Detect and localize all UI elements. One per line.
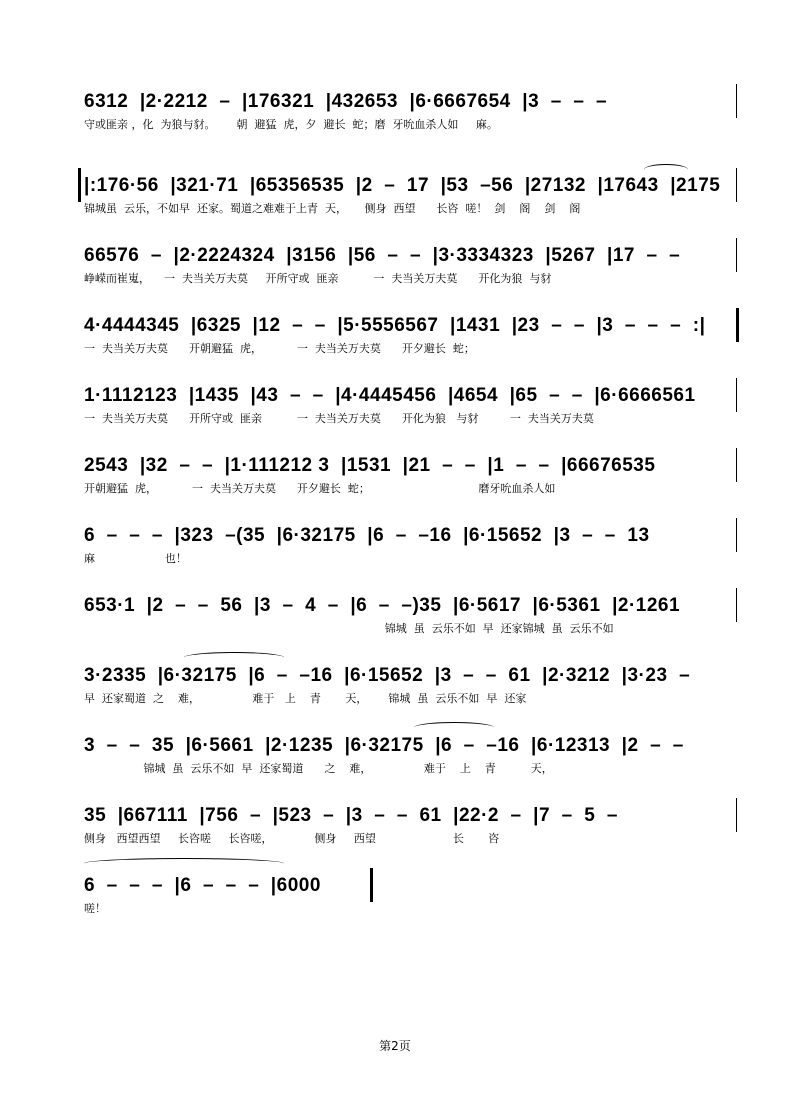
score-system-3: [84, 244, 744, 294]
barline: [736, 798, 737, 832]
score-system-4: [84, 314, 744, 364]
barline: [736, 238, 737, 272]
notation-line: 35 |667111 |756 – |523 – |3 – – 61 |22·2 – |7 – 5 –: [84, 805, 618, 826]
notation-line: 6312 |2·2212 – |176321 |432653 |6·6667654 |3 – – –: [84, 91, 608, 112]
repeat-end-barline: [736, 308, 739, 342]
notation-line: 6 – – – |323 –(35 |6·32175 |6 – –16 |6·15652 |3 – – 13: [84, 525, 650, 546]
barline: [736, 378, 737, 412]
score-system-8: [84, 594, 744, 644]
lyrics-line: 麻 也！: [84, 552, 187, 565]
lyrics-line: 锦城虽 云乐，不如早 还家。蜀道之难难于上青 天， 侧身 西望 长咨 嗟！ 剑 阁 剑 阁: [84, 202, 581, 215]
score-system-12: [84, 874, 744, 924]
lyrics-line: 早 还家蜀道 之 难， 难于 上 青 天， 锦城 虽 云乐不如 早 还家: [84, 692, 527, 705]
notation-line: 2543 |32 – – |1·111212 3 |1531 |21 – – |1 – – |66676535: [84, 455, 656, 476]
slur: [644, 164, 688, 175]
lyrics-line: 嗟！: [84, 902, 106, 915]
notation-line: |:176·56 |321·71 |65356535 |2 – 17 |53 –56 |27132 |17643 |2175: [84, 175, 721, 196]
notation-line: 4·4444345 |6325 |12 – – |5·5556567 |1431 |23 – – |3 – – – :|: [84, 315, 706, 336]
slur: [184, 652, 284, 663]
repeat-start-barline: [78, 168, 81, 202]
final-barline: [370, 868, 373, 902]
notation-line: 3·2335 |6·32175 |6 – –16 |6·15652 |3 – – 61 |2·3212 |3·23 –: [84, 665, 691, 686]
notation-line: 1·1112123 |1435 |43 – – |4·4445456 |4654 |65 – – |6·6666561: [84, 385, 696, 406]
score-system-5: [84, 384, 744, 434]
lyrics-line: 开朝避猛 虎， 一 夫当关万夫莫 开夕避长 蛇； 磨牙吮血杀人如: [84, 482, 556, 495]
slur: [414, 722, 494, 733]
score-system-10: [84, 734, 744, 784]
score-system-11: [84, 804, 744, 854]
score-system-2: [84, 174, 744, 224]
slur: [84, 858, 284, 869]
score-system-7: [84, 524, 744, 574]
lyrics-line: 峥嵘而崔嵬， 一 夫当关万夫莫 开所守或 匪亲 一 夫当关万夫莫 开化为狼 与豺: [84, 272, 552, 285]
lyrics-line: 锦城 虽 云乐不如 早 还家锦城 虽 云乐不如: [84, 622, 614, 635]
barline: [736, 168, 737, 202]
page-number: 第2页: [379, 1039, 411, 1053]
score-system-6: [84, 454, 744, 504]
barline: [736, 84, 737, 118]
notation-line: 66576 – |2·2224324 |3156 |56 – – |3·3334323 |5267 |17 – –: [84, 245, 681, 266]
notation-line: 653·1 |2 – – 56 |3 – 4 – |6 – –)35 |6·5617 |6·5361 |2·1261: [84, 595, 681, 616]
lyrics-line: 守或匪亲 ，化 为狼与豺。 朝 避猛 虎，夕 避长 蛇；磨 牙吮血杀人如 麻。: [84, 118, 498, 131]
notation-line: 6 – – – |6 – – – |6000: [84, 875, 321, 896]
lyrics-line: 一 夫当关万夫莫 开朝避猛 虎， 一 夫当关万夫莫 开夕避长 蛇；: [84, 342, 475, 355]
lyrics-line: 侧身 西望西望 长咨嗟 长咨嗟， 侧身 西望 长 咨: [84, 832, 500, 845]
notation-line: 3 – – 35 |6·5661 |2·1235 |6·32175 |6 – –16 |6·12313 |2 – –: [84, 735, 684, 756]
barline: [736, 588, 737, 622]
barline: [736, 518, 737, 552]
score-system-1: [84, 90, 744, 140]
lyrics-line: 一 夫当关万夫莫 开所守或 匪亲 一 夫当关万夫莫 开化为狼 与豺 一 夫当关万夫莫: [84, 412, 594, 425]
barline: [736, 448, 737, 482]
score-system-9: [84, 664, 744, 714]
lyrics-line: 锦城 虽 云乐不如 早 还家蜀道 之 难， 难于 上 青 天，: [84, 762, 553, 775]
